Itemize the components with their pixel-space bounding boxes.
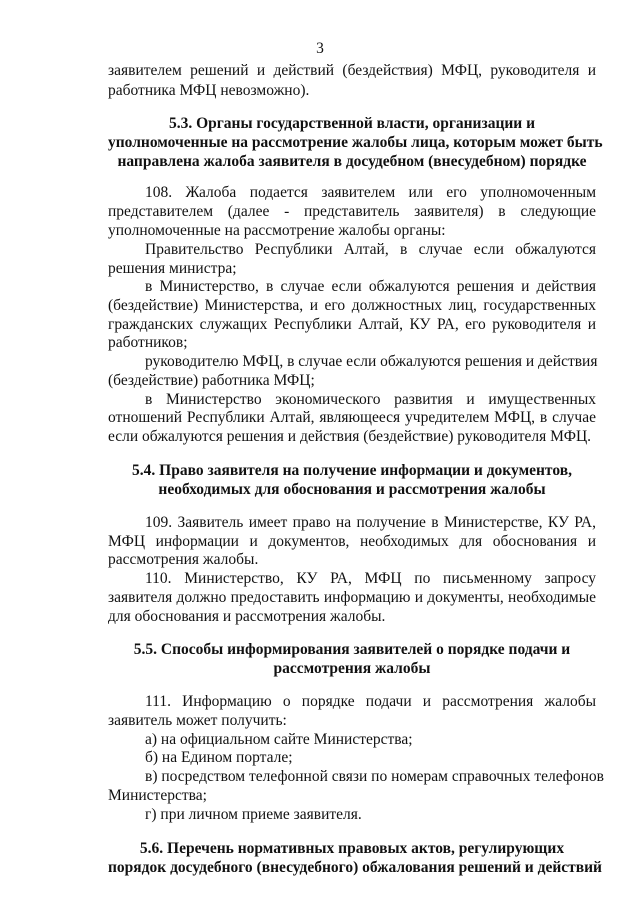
- section-heading-line: порядок досудебного (внесудебного) обжалования решений и действий: [108, 859, 602, 876]
- text-line: (бездействие) работника МФЦ;: [108, 372, 315, 389]
- text-line: Правительство Республики Алтай, в случае если обжалуются: [145, 241, 596, 258]
- text-line: для обоснования и рассмотрения жалобы.: [108, 608, 386, 625]
- list-item: а) на официальном сайте Министерства;: [145, 731, 413, 748]
- section-heading-line: уполномоченные на рассмотрение жалобы лица, которым может быть: [108, 134, 603, 151]
- text-line: в Министерство, в случае если обжалуются решения и действия: [145, 278, 596, 295]
- section-heading-line: 5.3. Органы государственной власти, организации и: [168, 115, 536, 132]
- section-heading-line: необходимых для обоснования и рассмотрения жалобы: [158, 481, 546, 498]
- text-line: 110. Министерство, КУ РА, МФЦ по письменному запросу: [145, 570, 596, 587]
- text-line: заявителя должно предоставить информацию и документы, необходимые: [108, 589, 596, 606]
- text-line: гражданских служащих Республики Алтай, КУ РА, его руководителя и: [108, 316, 596, 333]
- text-line: уполномоченные на рассмотрение жалобы органы:: [108, 222, 446, 239]
- text-line: МФЦ информации и документов, необходимых для обоснования и: [108, 533, 596, 550]
- text-line: Министерства;: [108, 787, 207, 804]
- page-number: 3: [316, 40, 324, 57]
- text-line: работников;: [108, 334, 188, 351]
- text-line: руководителю МФЦ, в случае если обжалуются решения и действия: [145, 353, 598, 370]
- text-line: рассмотрения жалобы.: [108, 551, 259, 568]
- section-heading-line: рассмотрения жалобы: [273, 660, 431, 677]
- text-line: заявителем решений и действий (бездействия) МФЦ, руководителя и: [108, 62, 596, 79]
- text-line: 111. Информацию о порядке подачи и рассмотрения жалобы: [145, 693, 596, 710]
- text-line: 108. Жалоба подается заявителем или его уполномоченным: [145, 184, 596, 201]
- text-line: решения министра;: [108, 260, 237, 277]
- list-item: б) на Едином портале;: [145, 749, 293, 766]
- text-line: (бездействие) Министерства, и его должностных лиц, государственных: [108, 297, 596, 314]
- text-line: заявитель может получить:: [108, 712, 287, 729]
- section-heading-line: 5.6. Перечень нормативных правовых актов, регулирующих: [139, 840, 565, 857]
- list-item: в) посредством телефонной связи по номерам справочных телефонов: [145, 768, 604, 785]
- section-heading-line: 5.5. Способы информирования заявителей о порядке подачи и: [133, 641, 571, 658]
- text-line: представителем (далее - представитель заявителя) в следующие: [108, 203, 596, 220]
- text-line: отношений Республики Алтай, являющееся учредителем МФЦ, в случае: [108, 409, 596, 426]
- text-line: в Министерство экономического развития и имущественных: [145, 391, 596, 408]
- section-heading-line: 5.4. Право заявителя на получение информации и документов,: [132, 462, 572, 479]
- section-heading-line: направлена жалоба заявителя в досудебном (внесудебном) порядке: [117, 153, 587, 170]
- text-line: если обжалуются решения и действия (бездействие) руководителя МФЦ.: [108, 428, 592, 445]
- text-line: работника МФЦ невозможно).: [108, 82, 310, 99]
- list-item: г) при личном приеме заявителя.: [145, 806, 362, 823]
- text-line: 109. Заявитель имеет право на получение в Министерстве, КУ РА,: [145, 514, 596, 531]
